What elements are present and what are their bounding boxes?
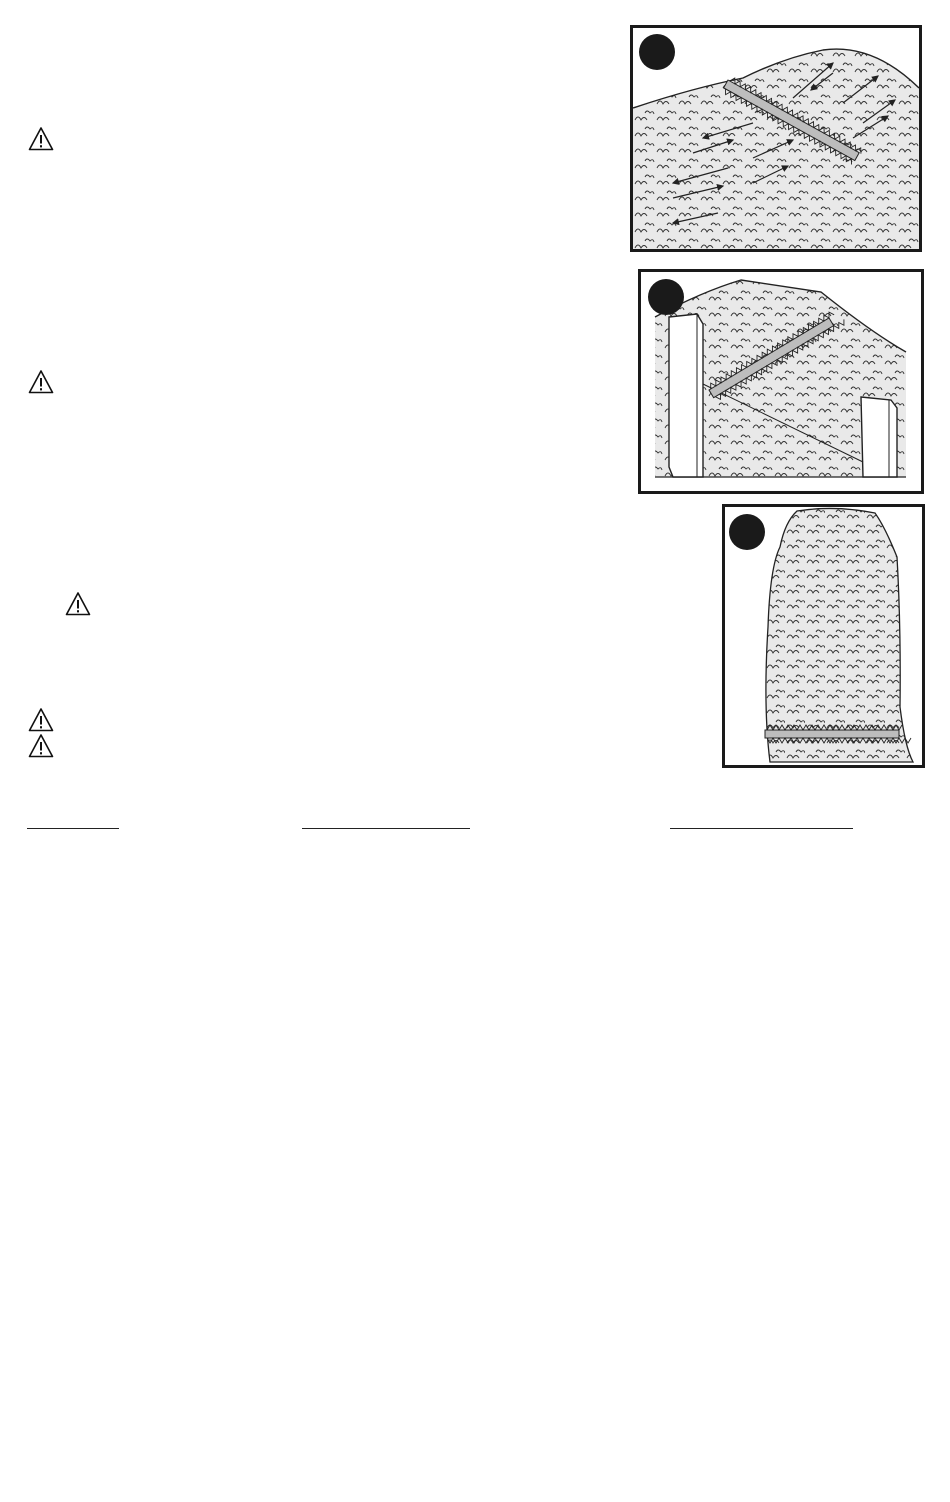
warning-triangle-icon [65, 591, 91, 617]
footer-rule-2 [302, 828, 470, 829]
figure-badge-1 [639, 34, 675, 70]
warning-triangle-icon [28, 369, 54, 395]
figure-badge-2 [648, 279, 684, 315]
footer-rule-3 [670, 828, 853, 829]
warning-triangle-icon [28, 733, 54, 759]
figure-badge-3 [729, 514, 765, 550]
warning-triangle-icon [28, 707, 54, 733]
footer-rule-1 [27, 828, 119, 829]
figure-hedge-top-trim [630, 25, 922, 252]
figure-hedge-side-guide [638, 269, 924, 494]
figure-hedge-tall-trim [722, 504, 925, 768]
warning-triangle-icon [28, 126, 54, 152]
